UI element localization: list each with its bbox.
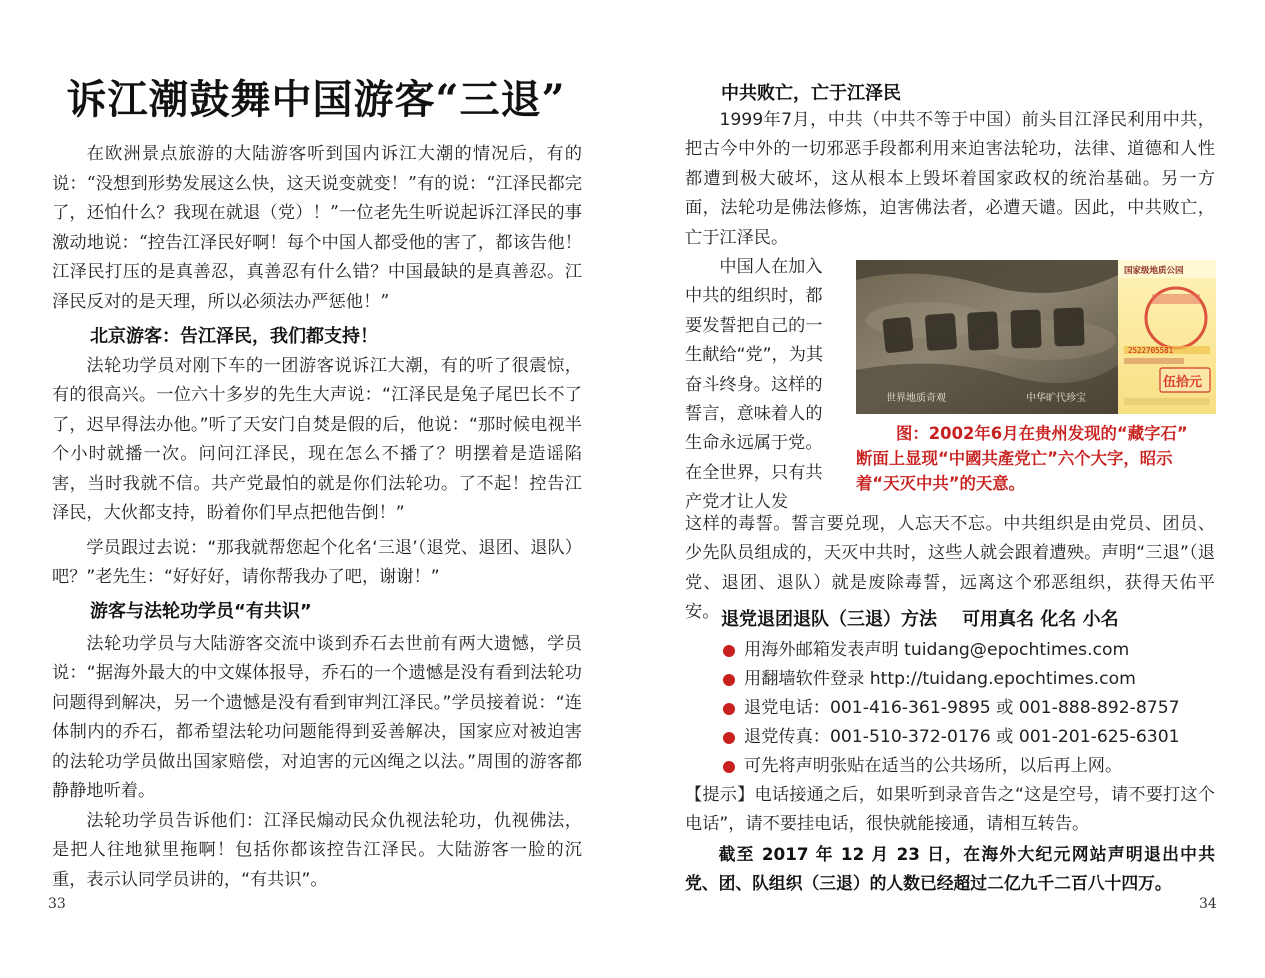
section-heading-consensus: 游客与法轮功学员“有共识” (90, 601, 312, 622)
quit-methods-list (723, 636, 1223, 781)
bullet-icon (723, 674, 735, 686)
left-page (0, 0, 632, 978)
admission-ticket (1118, 260, 1216, 414)
paragraph-continued: 这样的毒誓。誓言要兑现，人忘天不忘。中共组织是由党员、团员、少先队员组成的，天灭中共时，这些人就会跟着遭殃。声明“三退”（退党、退团、退队）就是废除毒誓，远离这个邪恶组织，获得天佑平安。 (685, 514, 1215, 623)
section-heading-quit-methods: 退党退团退队（三退）方法 可用真名 化名 小名 (721, 609, 1119, 630)
page-number: 33 (48, 896, 66, 912)
stone-photo (856, 260, 1118, 414)
stone-caption-right: 中华旷代珍宝 (1026, 393, 1086, 404)
paragraph-beside-figure: 中国人在加入中共的组织时，都要发誓把自己的一生献给“党”，为其奋斗终身。这样的誓言，意味着人的生命永远属于党。在全世界，只有共产党才让人发 (685, 257, 824, 513)
tip-paragraph: 【提示】电话接通之后，如果听到录音告之“这是空号，请不要打这个电话”，请不要挂电话，很快就能接通，请相互转告。 (685, 785, 1215, 835)
list-item (723, 636, 1223, 665)
paragraph: 学员跟过去说：“那我就帮您起个化名‘三退’（退党、退团、退队）吧？”老先生：“好好好，请你帮我办了吧，谢谢！” (52, 538, 582, 588)
bullet-icon (723, 703, 735, 715)
ticket-header: 国家级地质公园 (1124, 266, 1184, 276)
list-item-text: 用海外邮箱发表声明 tuidang@epochtimes.com (744, 640, 1130, 660)
list-item-text: 可先将声明张贴在适当的公共场所，以后再上网。 (744, 756, 1123, 776)
caption-line-2: 断面上显现“中國共產党亡”六个大字，昭示着“天灭中共”的天意。 (856, 449, 1173, 493)
caption-line-1: 图：2002年6月在贵州发现的“藏字石” (896, 424, 1188, 443)
stone-caption-left: 世界地质奇观 (886, 393, 946, 404)
ticket-price: 伍拾元 (1163, 375, 1203, 390)
figure-image (856, 260, 1216, 414)
bullet-icon (723, 645, 735, 657)
article-title: 诉江潮鼓舞中国游客“三退” (66, 76, 566, 123)
list-item (723, 665, 1223, 694)
list-item (723, 752, 1223, 781)
section-heading-ccp-demise: 中共败亡，亡于江泽民 (721, 83, 901, 104)
paragraph: 法轮功学员告诉他们：江泽民煽动民众仇视法轮功，仇视佛法，是把人往地狱里拖啊！包括你都该控告江泽民。大陆游客一脸的沉重，表示认同学员讲的，“有共识”。 (52, 811, 582, 890)
list-item (723, 723, 1223, 752)
paragraph: 法轮功学员与大陆游客交流中谈到乔石去世前有两大遗憾，学员说：“据海外最大的中文媒体报导，乔石的一个遗憾是没有看到法轮功问题得到解决，另一个遗憾是没有看到审判江泽民。”学员接着说：“连体制内的乔石，都希望法轮功问题能得到妥善解决，国家应对被迫害的法轮功学员做出国家赔偿，对迫害的元凶绳之以法。”周围的游客都静静地听着。 (52, 634, 582, 802)
paragraph: 法轮功学员对刚下车的一团游客说诉江大潮，有的听了很震惊，有的很高兴。一位六十多岁的先生大声说：“江泽民是兔子尾巴长不了了，迟早得法办他。”听了天安门自焚是假的后，他说：“那时候电视半个小时就播一次。问问江泽民，现在怎么不播了？明摆着是造谣陷害，当时我就不信。共产党最怕的就是你们法轮功。了不起！控告江泽民，大伙都支持，盼着你们早点把他告倒！” (52, 356, 582, 524)
figure-caption (856, 421, 1216, 496)
hidden-character-stone-figure (856, 260, 1216, 414)
statistics-statement: 截至 2017 年 12 月 23 日，在海外大纪元网站声明退出中共党、团、队组织（三退）的人数已经超过二亿九千二百八十四万。 (685, 844, 1215, 893)
list-item-text: 用翻墙软件登录 http://tuidang.epochtimes.com (744, 669, 1136, 689)
list-item (723, 694, 1223, 723)
page-number: 34 (1199, 896, 1217, 912)
list-item-text: 退党传真：001-510-372-0176 或 001-201-625-6301 (744, 727, 1180, 747)
section-heading-beijing-tourists: 北京游客：告江泽民，我们都支持！ (90, 326, 378, 347)
bullet-icon (723, 732, 735, 744)
ticket-number: 2522705581 (1128, 346, 1174, 355)
list-item-text: 退党电话：001-416-361-9895 或 001-888-892-8757 (744, 698, 1180, 718)
right-page (633, 0, 1265, 978)
paragraph: 1999年7月，中共（中共不等于中国）前头目江泽民利用中共，把古今中外的一切邪恶手段都利用来迫害法轮功，法律、道德和人性都遭到极大破坏，这从根本上毁坏着国家政权的统治基础。另一方面，法轮功是佛法修炼，迫害佛法者，必遭天谴。因此，中共败亡，亡于江泽民。 (685, 110, 1215, 248)
intro-paragraph: 在欧洲景点旅游的大陆游客听到国内诉江大潮的情况后，有的说：“没想到形势发展这么快，这天说变就变！”有的说：“江泽民都完了，还怕什么？我现在就退（党）！”一位老先生听说起诉江泽民的事激动地说：“控告江泽民好啊！每个中国人都受他的害了，都该告他！江泽民打压的是真善忍，真善忍有什么错？中国最缺的是真善忍。江泽民反对的是天理，所以必须法办严惩他！” (52, 144, 582, 312)
bullet-icon (723, 761, 735, 773)
